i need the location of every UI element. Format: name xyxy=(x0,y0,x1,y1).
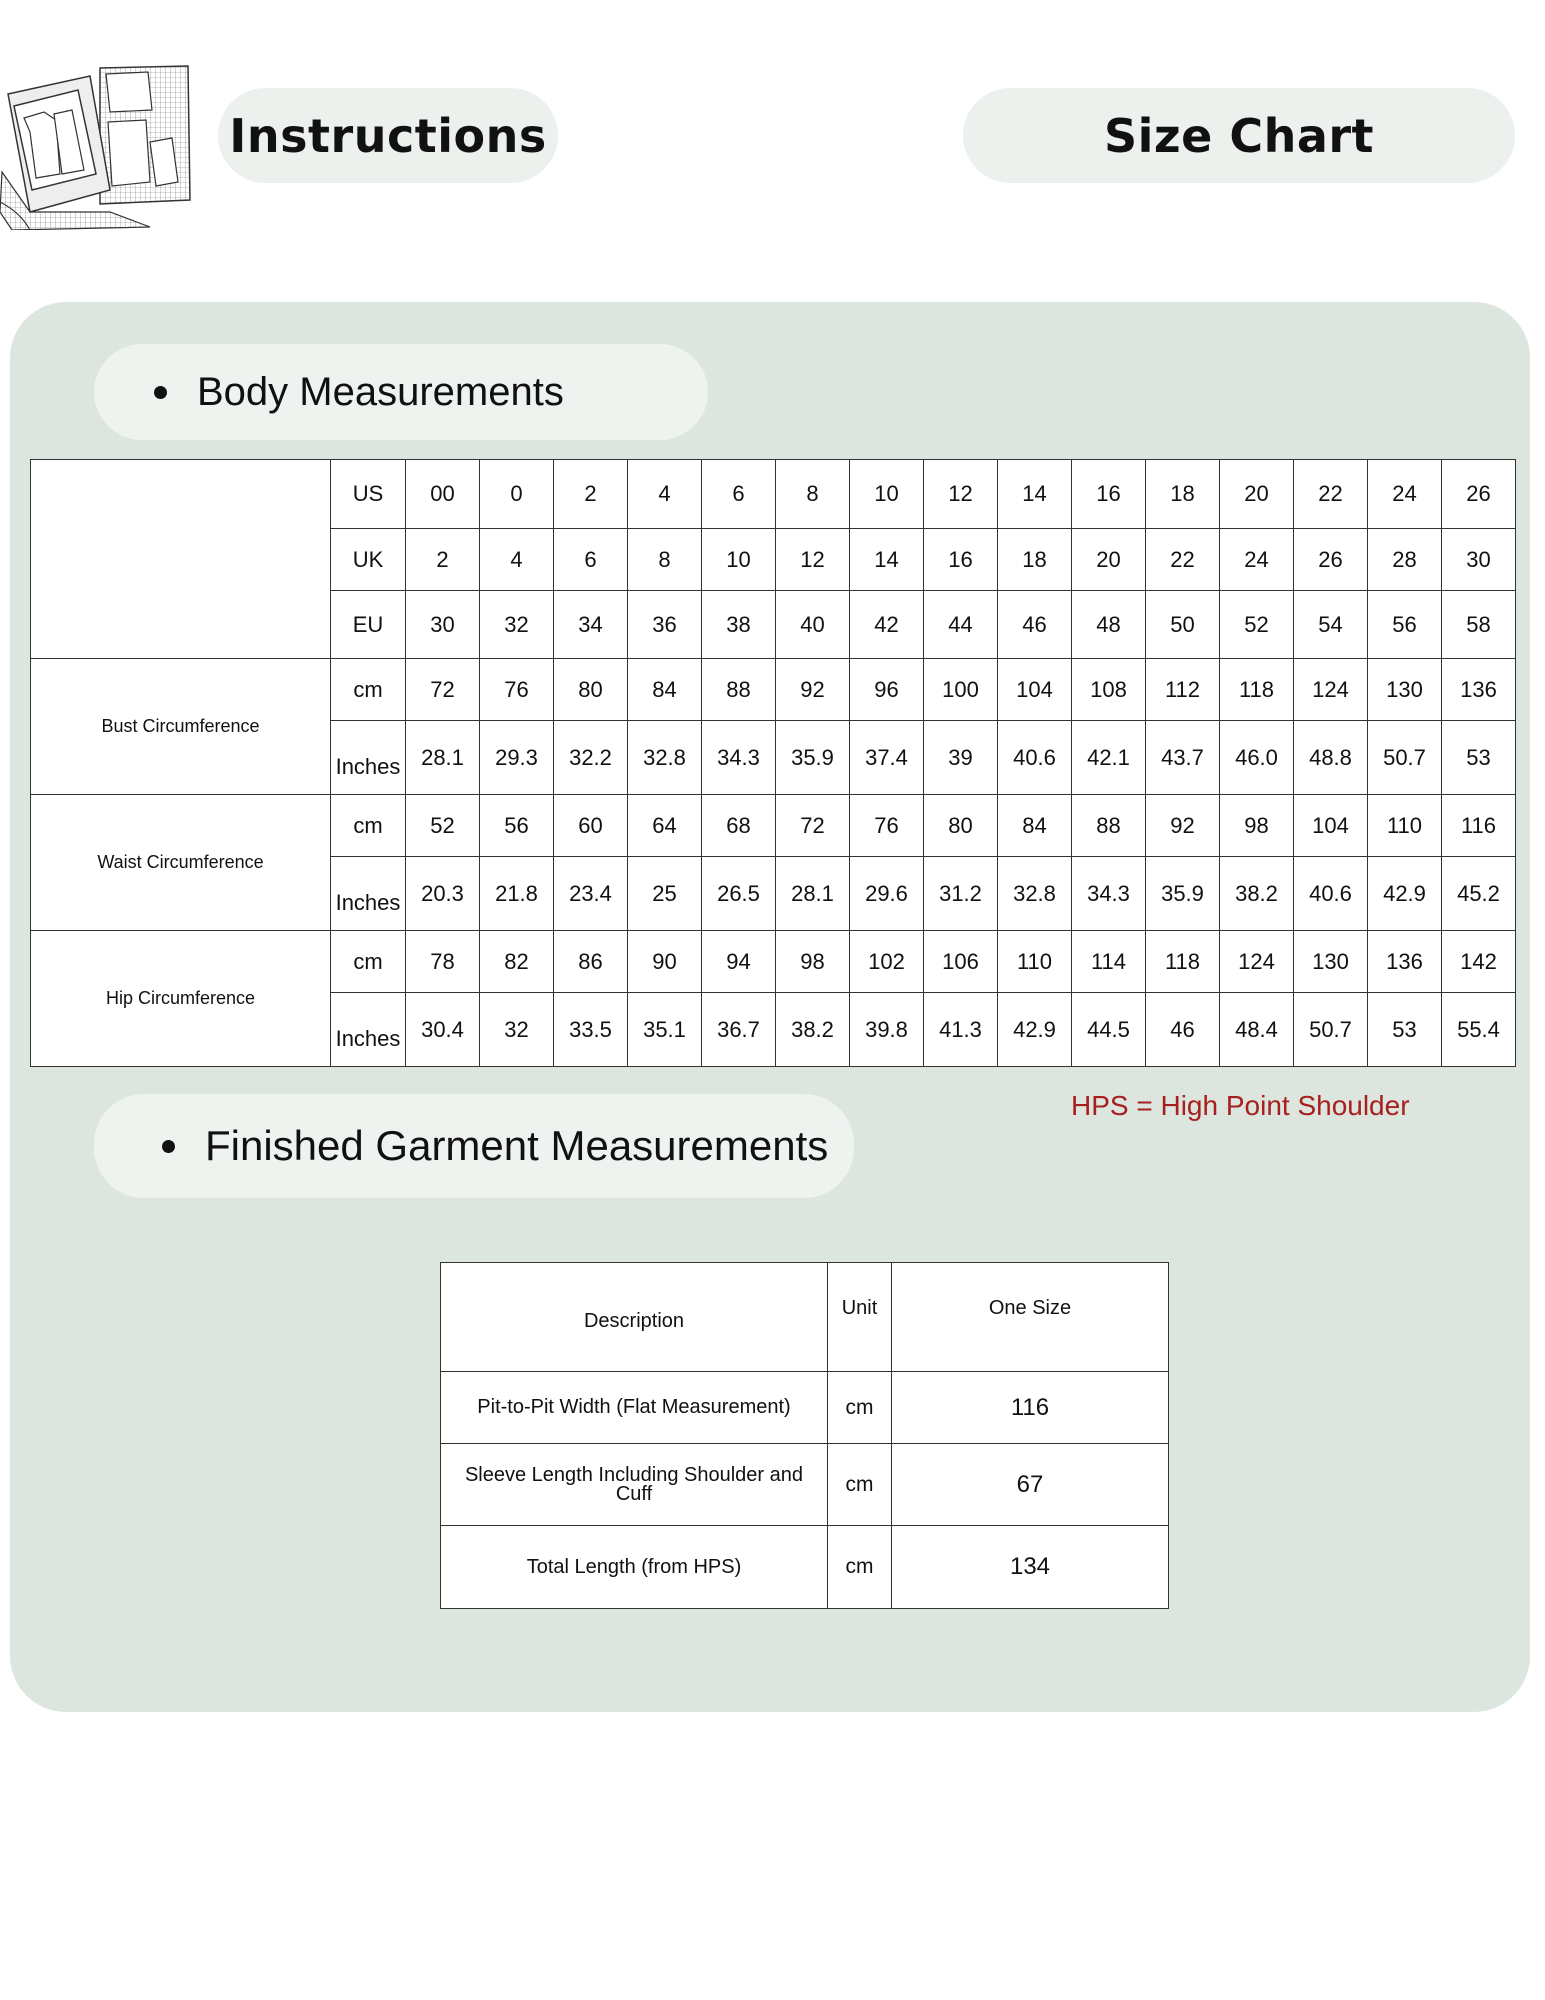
cm-value-cell: 98 xyxy=(1220,795,1294,857)
cm-value-cell: 52 xyxy=(406,795,480,857)
inch-value-cell: 31.2 xyxy=(924,857,998,931)
inch-value-cell: 50.7 xyxy=(1294,993,1368,1067)
row-value: 67 xyxy=(892,1444,1169,1526)
inch-value-cell: 48.8 xyxy=(1294,721,1368,795)
cm-value-cell: 76 xyxy=(850,795,924,857)
row-unit: cm xyxy=(828,1526,892,1609)
inch-value-cell: 38.2 xyxy=(1220,857,1294,931)
cm-value-cell: 92 xyxy=(776,659,850,721)
inch-value-cell: 20.3 xyxy=(406,857,480,931)
measurement-cm-row xyxy=(31,795,1516,857)
bullet-icon xyxy=(162,1140,175,1153)
cm-value-cell: 90 xyxy=(628,931,702,993)
size-value-cell: 00 xyxy=(406,460,480,529)
cm-value-cell: 98 xyxy=(776,931,850,993)
size-value-cell: 44 xyxy=(924,591,998,659)
cm-value-cell: 130 xyxy=(1368,659,1442,721)
inch-value-cell: 53 xyxy=(1368,993,1442,1067)
size-value-cell: 30 xyxy=(406,591,480,659)
cm-value-cell: 64 xyxy=(628,795,702,857)
size-value-cell: 20 xyxy=(1072,529,1146,591)
size-system-label: UK xyxy=(331,529,406,591)
size-value-cell: 16 xyxy=(1072,460,1146,529)
size-value-cell: 56 xyxy=(1368,591,1442,659)
cm-value-cell: 100 xyxy=(924,659,998,721)
unit-label-inches: Inches xyxy=(331,857,406,931)
inch-value-cell: 45.2 xyxy=(1442,857,1516,931)
size-system-row xyxy=(31,460,1516,529)
cm-value-cell: 102 xyxy=(850,931,924,993)
size-value-cell: 12 xyxy=(924,460,998,529)
unit-label-cm: cm xyxy=(331,931,406,993)
size-value-cell: 40 xyxy=(776,591,850,659)
size-value-cell: 4 xyxy=(480,529,554,591)
table-row xyxy=(441,1444,1169,1526)
cm-value-cell: 142 xyxy=(1442,931,1516,993)
size-chart-pill xyxy=(963,88,1515,183)
table-row xyxy=(441,1526,1169,1609)
row-unit: cm xyxy=(828,1444,892,1526)
size-system-label: EU xyxy=(331,591,406,659)
size-system-label: US xyxy=(331,460,406,529)
unit-label-cm: cm xyxy=(331,795,406,857)
size-value-cell: 54 xyxy=(1294,591,1368,659)
blank-corner-cell xyxy=(31,460,331,659)
inch-value-cell: 39.8 xyxy=(850,993,924,1067)
unit-label-inches: Inches xyxy=(331,721,406,795)
inch-value-cell: 46.0 xyxy=(1220,721,1294,795)
cm-value-cell: 106 xyxy=(924,931,998,993)
size-value-cell: 14 xyxy=(998,460,1072,529)
size-header: One Size xyxy=(892,1263,1169,1372)
size-value-cell: 10 xyxy=(702,529,776,591)
inch-value-cell: 23.4 xyxy=(554,857,628,931)
size-value-cell: 2 xyxy=(554,460,628,529)
cm-value-cell: 86 xyxy=(554,931,628,993)
inch-value-cell: 40.6 xyxy=(998,721,1072,795)
cm-value-cell: 118 xyxy=(1146,931,1220,993)
inch-value-cell: 29.3 xyxy=(480,721,554,795)
cm-value-cell: 82 xyxy=(480,931,554,993)
measurements-panel xyxy=(10,302,1530,1712)
size-value-cell: 46 xyxy=(998,591,1072,659)
size-chart-label: Size Chart xyxy=(1103,108,1375,163)
finished-garment-heading xyxy=(94,1094,854,1198)
inch-value-cell: 43.7 xyxy=(1146,721,1220,795)
size-value-cell: 42 xyxy=(850,591,924,659)
body-measurements-title: Body Measurements xyxy=(197,369,564,414)
body-measurements-heading xyxy=(94,344,708,440)
measurement-name: Bust Circumference xyxy=(31,659,331,795)
size-value-cell: 24 xyxy=(1220,529,1294,591)
inch-value-cell: 33.5 xyxy=(554,993,628,1067)
body-measurements-table xyxy=(30,459,1516,1067)
size-value-cell: 16 xyxy=(924,529,998,591)
inch-value-cell: 25 xyxy=(628,857,702,931)
inch-value-cell: 30.4 xyxy=(406,993,480,1067)
size-value-cell: 8 xyxy=(628,529,702,591)
inch-value-cell: 42.9 xyxy=(998,993,1072,1067)
cm-value-cell: 68 xyxy=(702,795,776,857)
cm-value-cell: 136 xyxy=(1442,659,1516,721)
inch-value-cell: 53 xyxy=(1442,721,1516,795)
inch-value-cell: 21.8 xyxy=(480,857,554,931)
inch-value-cell: 34.3 xyxy=(1072,857,1146,931)
cm-value-cell: 116 xyxy=(1442,795,1516,857)
size-value-cell: 24 xyxy=(1368,460,1442,529)
inch-value-cell: 29.6 xyxy=(850,857,924,931)
size-value-cell: 26 xyxy=(1294,529,1368,591)
size-value-cell: 18 xyxy=(1146,460,1220,529)
cm-value-cell: 88 xyxy=(702,659,776,721)
inch-value-cell: 35.9 xyxy=(1146,857,1220,931)
inch-value-cell: 46 xyxy=(1146,993,1220,1067)
measurement-name: Waist Circumference xyxy=(31,795,331,931)
inch-value-cell: 26.5 xyxy=(702,857,776,931)
inch-value-cell: 39 xyxy=(924,721,998,795)
inch-value-cell: 48.4 xyxy=(1220,993,1294,1067)
instructions-pill xyxy=(218,88,558,183)
size-value-cell: 48 xyxy=(1072,591,1146,659)
size-value-cell: 6 xyxy=(554,529,628,591)
row-unit: cm xyxy=(828,1372,892,1444)
inch-value-cell: 32.2 xyxy=(554,721,628,795)
row-description: Sleeve Length Including Shoulder and Cuff xyxy=(441,1444,828,1526)
size-value-cell: 26 xyxy=(1442,460,1516,529)
inch-value-cell: 42.9 xyxy=(1368,857,1442,931)
cm-value-cell: 124 xyxy=(1294,659,1368,721)
cm-value-cell: 118 xyxy=(1220,659,1294,721)
sewing-pattern-logo-icon xyxy=(0,62,196,230)
size-value-cell: 30 xyxy=(1442,529,1516,591)
cm-value-cell: 136 xyxy=(1368,931,1442,993)
inch-value-cell: 35.1 xyxy=(628,993,702,1067)
size-value-cell: 12 xyxy=(776,529,850,591)
cm-value-cell: 80 xyxy=(554,659,628,721)
inch-value-cell: 34.3 xyxy=(702,721,776,795)
size-value-cell: 0 xyxy=(480,460,554,529)
cm-value-cell: 104 xyxy=(998,659,1072,721)
cm-value-cell: 76 xyxy=(480,659,554,721)
size-value-cell: 32 xyxy=(480,591,554,659)
row-description: Pit-to-Pit Width (Flat Measurement) xyxy=(441,1372,828,1444)
unit-label-cm: cm xyxy=(331,659,406,721)
cm-value-cell: 124 xyxy=(1220,931,1294,993)
finished-garment-table xyxy=(440,1262,1169,1609)
cm-value-cell: 78 xyxy=(406,931,480,993)
row-description: Total Length (from HPS) xyxy=(441,1526,828,1609)
cm-value-cell: 56 xyxy=(480,795,554,857)
size-value-cell: 18 xyxy=(998,529,1072,591)
unit-header: Unit xyxy=(828,1263,892,1372)
inch-value-cell: 32 xyxy=(480,993,554,1067)
cm-value-cell: 130 xyxy=(1294,931,1368,993)
inch-value-cell: 28.1 xyxy=(776,857,850,931)
inch-value-cell: 42.1 xyxy=(1072,721,1146,795)
inch-value-cell: 37.4 xyxy=(850,721,924,795)
size-value-cell: 28 xyxy=(1368,529,1442,591)
size-value-cell: 36 xyxy=(628,591,702,659)
inch-value-cell: 55.4 xyxy=(1442,993,1516,1067)
inch-value-cell: 35.9 xyxy=(776,721,850,795)
inch-value-cell: 28.1 xyxy=(406,721,480,795)
inch-value-cell: 44.5 xyxy=(1072,993,1146,1067)
cm-value-cell: 110 xyxy=(1368,795,1442,857)
inch-value-cell: 32.8 xyxy=(628,721,702,795)
size-value-cell: 50 xyxy=(1146,591,1220,659)
size-value-cell: 20 xyxy=(1220,460,1294,529)
row-value: 116 xyxy=(892,1372,1169,1444)
cm-value-cell: 94 xyxy=(702,931,776,993)
inch-value-cell: 36.7 xyxy=(702,993,776,1067)
cm-value-cell: 110 xyxy=(998,931,1072,993)
cm-value-cell: 96 xyxy=(850,659,924,721)
finished-garment-title: Finished Garment Measurements xyxy=(205,1122,829,1169)
cm-value-cell: 104 xyxy=(1294,795,1368,857)
bullet-icon xyxy=(154,386,167,399)
size-value-cell: 14 xyxy=(850,529,924,591)
measurement-cm-row xyxy=(31,931,1516,993)
cm-value-cell: 84 xyxy=(628,659,702,721)
inch-value-cell: 32.8 xyxy=(998,857,1072,931)
size-value-cell: 52 xyxy=(1220,591,1294,659)
size-value-cell: 8 xyxy=(776,460,850,529)
row-value: 134 xyxy=(892,1526,1169,1609)
size-value-cell: 38 xyxy=(702,591,776,659)
inch-value-cell: 50.7 xyxy=(1368,721,1442,795)
description-header: Description xyxy=(441,1263,828,1372)
cm-value-cell: 88 xyxy=(1072,795,1146,857)
inch-value-cell: 41.3 xyxy=(924,993,998,1067)
table-row xyxy=(441,1372,1169,1444)
cm-value-cell: 72 xyxy=(406,659,480,721)
instructions-label: Instructions xyxy=(229,108,547,163)
cm-value-cell: 60 xyxy=(554,795,628,857)
cm-value-cell: 80 xyxy=(924,795,998,857)
size-value-cell: 4 xyxy=(628,460,702,529)
cm-value-cell: 108 xyxy=(1072,659,1146,721)
cm-value-cell: 92 xyxy=(1146,795,1220,857)
measurement-cm-row xyxy=(31,659,1516,721)
cm-value-cell: 112 xyxy=(1146,659,1220,721)
size-value-cell: 22 xyxy=(1294,460,1368,529)
hps-note: HPS = High Point Shoulder xyxy=(1071,1090,1410,1121)
finished-header-row xyxy=(441,1263,1169,1372)
cm-value-cell: 72 xyxy=(776,795,850,857)
size-value-cell: 6 xyxy=(702,460,776,529)
size-value-cell: 10 xyxy=(850,460,924,529)
cm-value-cell: 114 xyxy=(1072,931,1146,993)
inch-value-cell: 40.6 xyxy=(1294,857,1368,931)
size-value-cell: 58 xyxy=(1442,591,1516,659)
cm-value-cell: 84 xyxy=(998,795,1072,857)
unit-label-inches: Inches xyxy=(331,993,406,1067)
size-value-cell: 22 xyxy=(1146,529,1220,591)
size-value-cell: 2 xyxy=(406,529,480,591)
size-value-cell: 34 xyxy=(554,591,628,659)
measurement-name: Hip Circumference xyxy=(31,931,331,1067)
inch-value-cell: 38.2 xyxy=(776,993,850,1067)
